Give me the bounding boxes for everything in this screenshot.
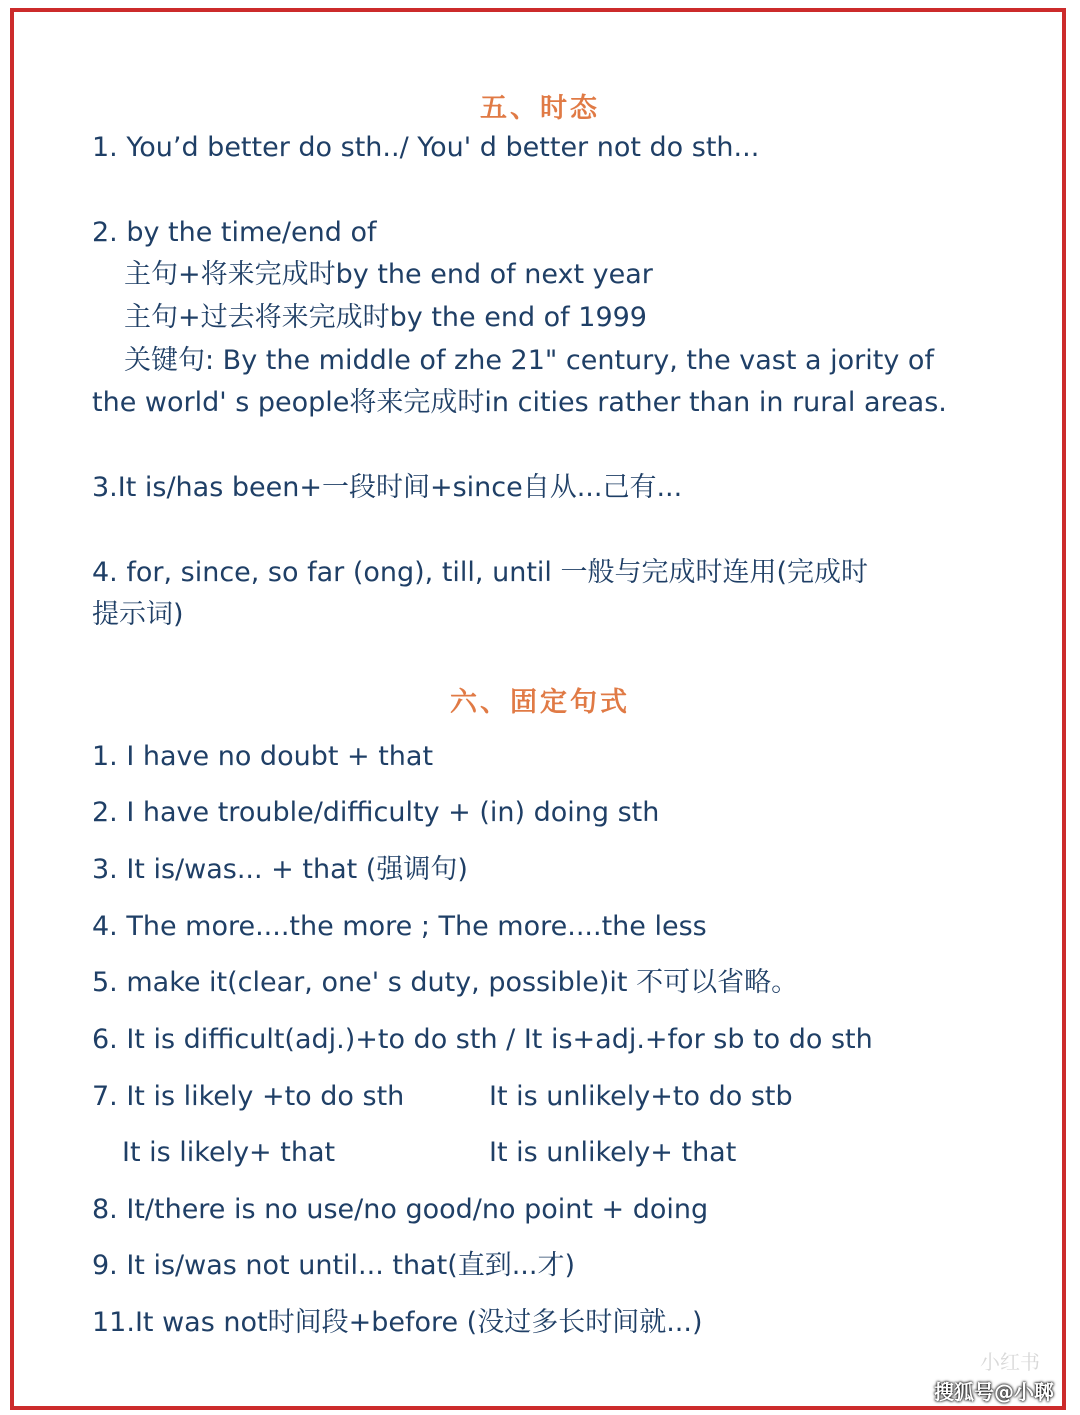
tense-item-4: 4. for, since, so far (ong), till, until 一般与完成时连用(完成时 (92, 557, 869, 588)
tense-item-1: 1. You’d better do sth../ You' d better not do sth... (92, 132, 760, 163)
pattern-item-7d: It is unlikely+ that (489, 1137, 737, 1168)
pattern-item-7b: It is unlikely+to do stb (489, 1081, 793, 1112)
section-title-tense: 五、时态 (480, 93, 600, 124)
tense-item-2-key-sentence-cont: the world' s people将来完成时in cities rather than in rural areas. (92, 387, 947, 418)
pattern-item-7a: 7. It is likely +to do sth (92, 1081, 405, 1112)
pattern-item-11: 11.It was not时间段+before (没过多长时间就...) (92, 1307, 703, 1338)
watermark-corner: 小红书 (980, 1350, 1040, 1374)
tense-item-2-key-sentence: 关键句: By the middle of zhe 21" century, the vast a jority of (124, 345, 934, 376)
tense-item-2-sub-1: 主句+将来完成时by the end of next year (124, 259, 653, 290)
pattern-item-3: 3. It is/was... + that (强调句) (92, 854, 468, 885)
tense-item-3: 3.It is/has been+一段时间+since自从...己有... (92, 472, 683, 503)
pattern-item-1: 1. I have no doubt + that (92, 741, 434, 772)
tense-item-4-cont: 提示词) (92, 599, 184, 630)
pattern-item-5: 5. make it(clear, one' s duty, possible)it 不可以省略。 (92, 967, 799, 998)
pattern-item-7c: It is likely+ that (122, 1137, 336, 1168)
pattern-item-6: 6. It is difficult(adj.)+to do sth / It is+adj.+for sb to do sth (92, 1024, 873, 1055)
pattern-item-8: 8. It/there is no use/no good/no point + doing (92, 1194, 709, 1225)
pattern-item-4: 4. The more....the more ; The more....the less (92, 911, 707, 942)
tense-item-2-sub-2: 主句+过去将来完成时by the end of 1999 (124, 302, 647, 333)
source-badge: 搜狐号@小郰 (934, 1380, 1054, 1404)
pattern-item-2: 2. I have trouble/difficulty + (in) doing sth (92, 797, 660, 828)
tense-item-2: 2. by the time/end of (92, 217, 377, 248)
pattern-item-9: 9. It is/was not until... that(直到...才) (92, 1250, 576, 1281)
section-title-fixed-patterns: 六、固定句式 (450, 687, 630, 718)
